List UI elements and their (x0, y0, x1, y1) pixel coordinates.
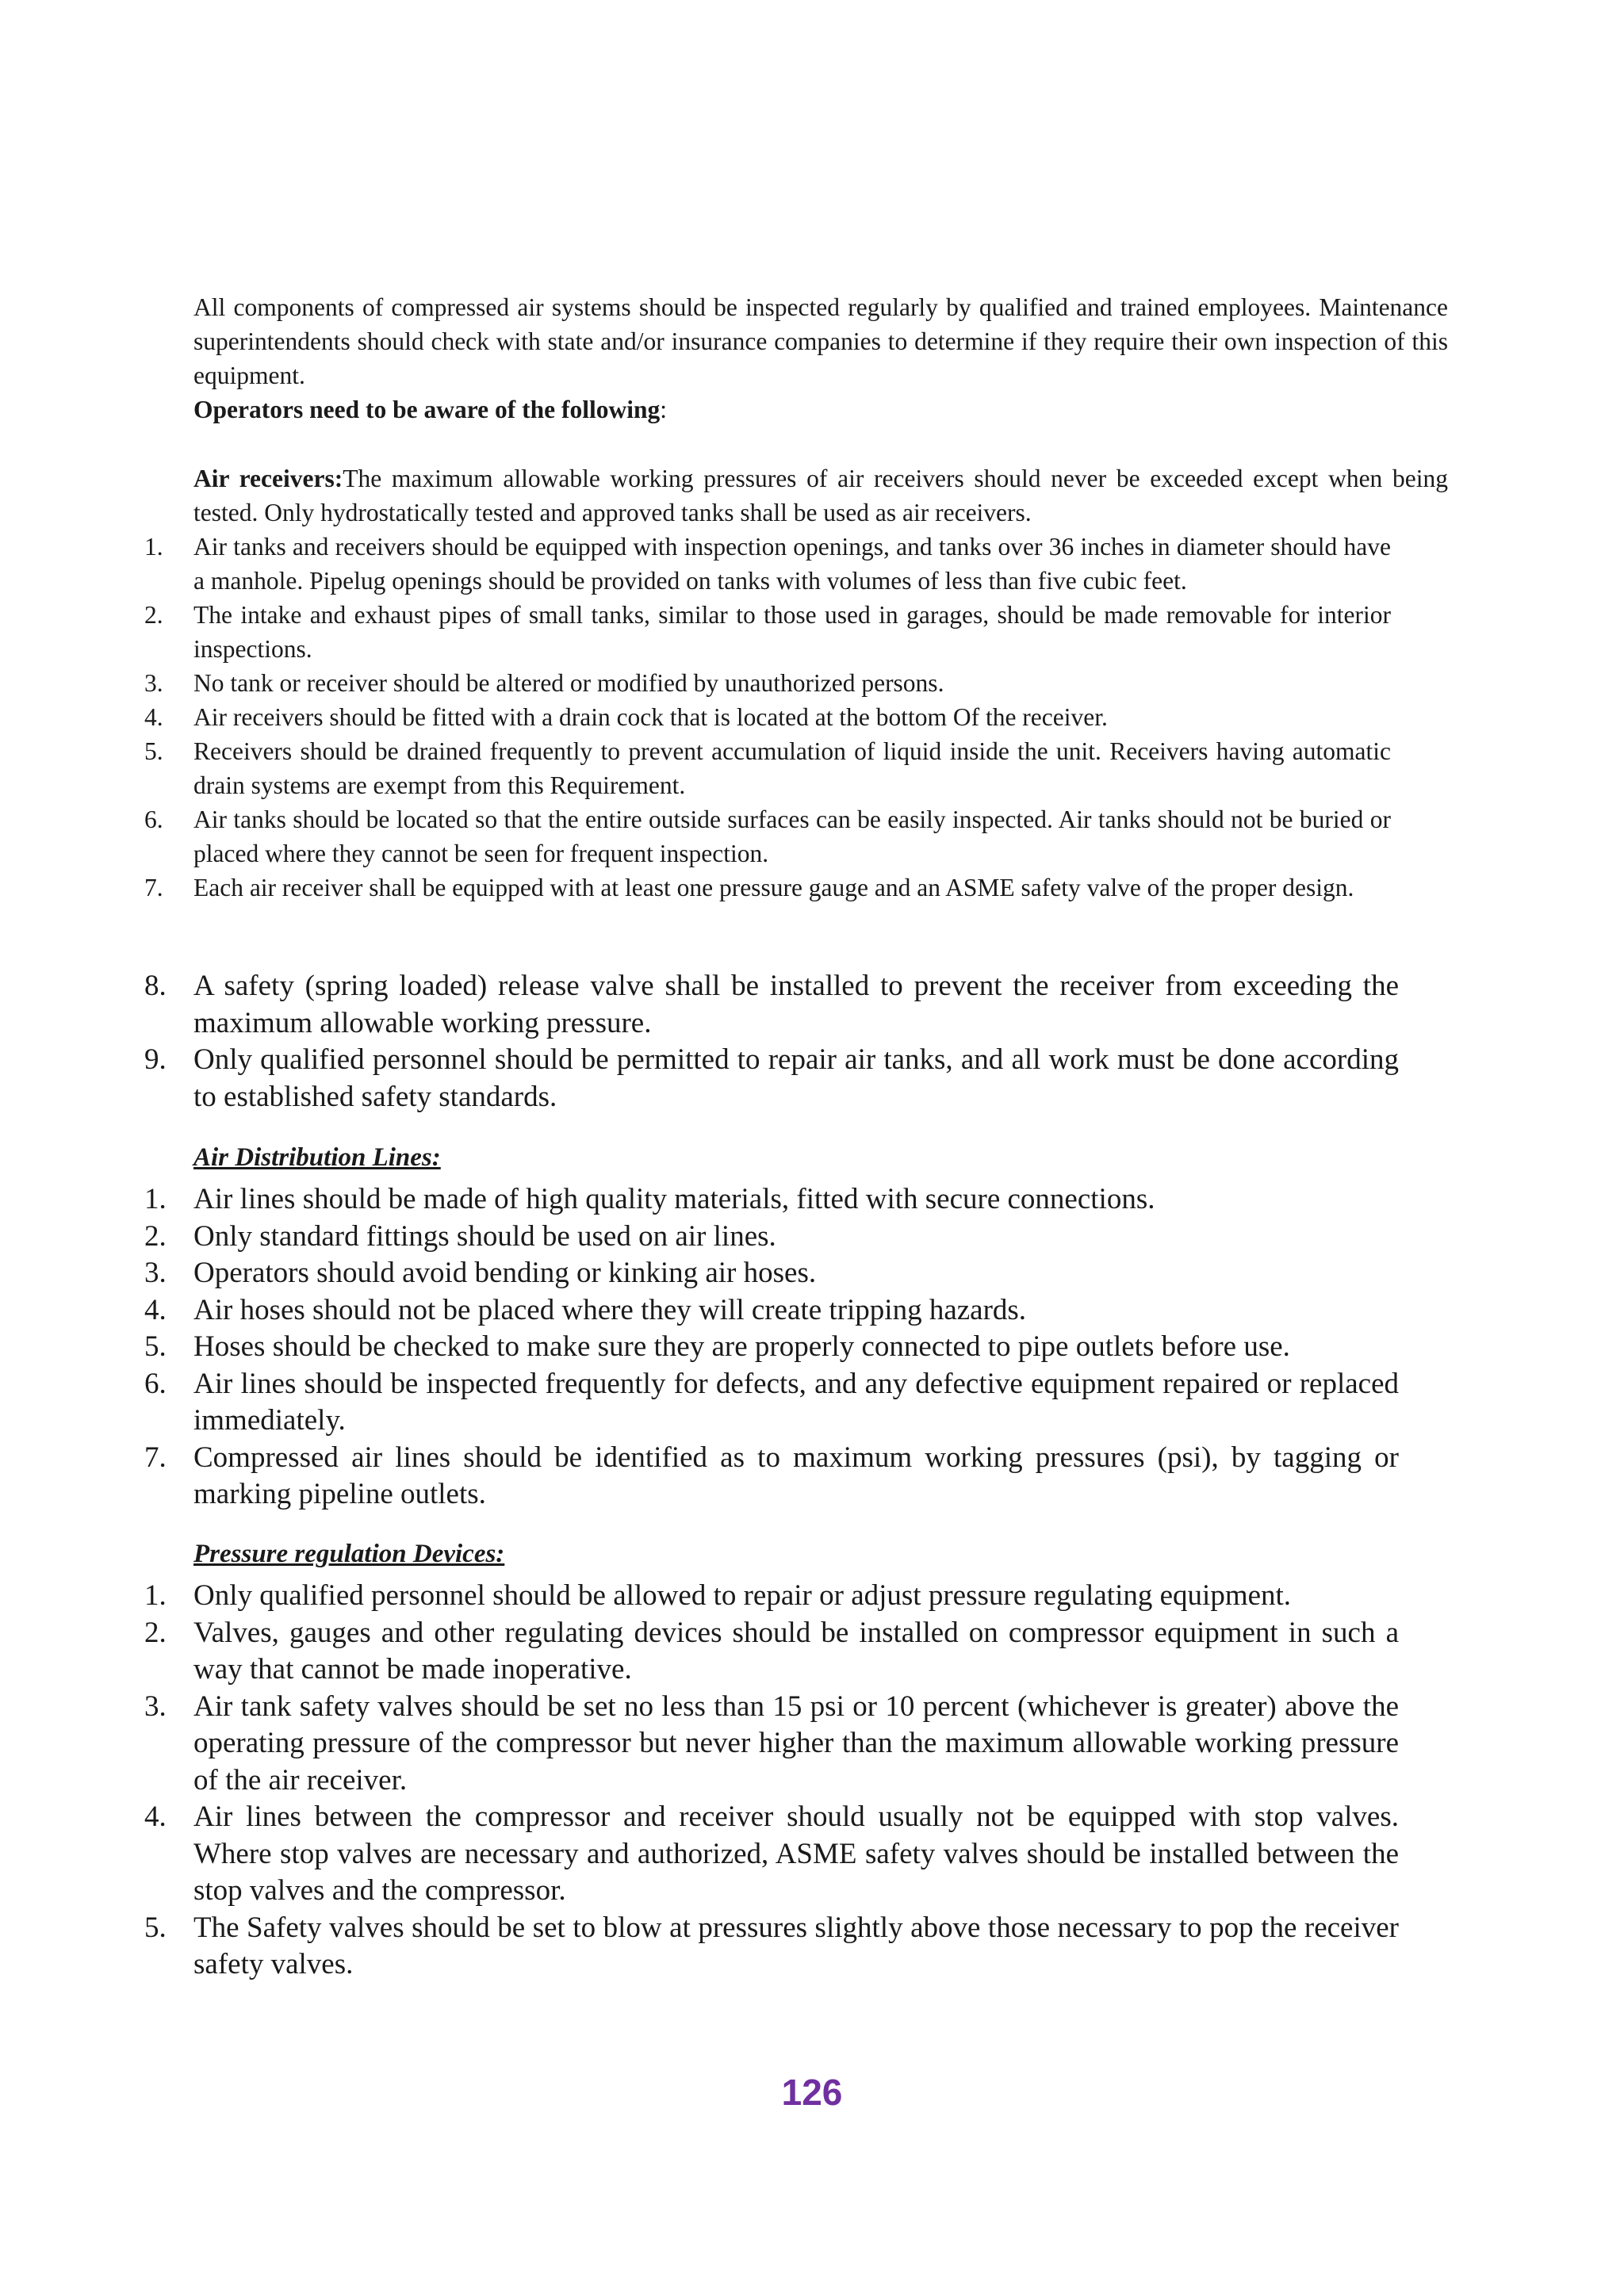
list-number: 3. (144, 1689, 167, 1723)
list-text: Air receivers should be fitted with a drain cock that is located at the bottom Of the receiver. (193, 703, 1108, 731)
list-item (0, 700, 1624, 734)
list-text: Receivers should be drained frequently to prevent accumulation of liquid inside the unit. Receivers having automatic drain systems are exempt from this Requirement. (193, 737, 1391, 799)
list-text: Air lines should be made of high quality materials, fitted with secure connections. (193, 1183, 1155, 1215)
list-item (0, 1689, 1624, 1800)
list-text: Each air receiver shall be equipped with at least one pressure gauge and an ASME safety valve of the proper design. (193, 874, 1354, 901)
list-item (0, 1910, 1624, 1984)
list-number: 4. (144, 1293, 167, 1326)
pressure-regulation-list (0, 1578, 1624, 1984)
list-number: 8. (144, 970, 167, 1002)
list-text: Air tank safety valves should be set no less than 15 psi or 10 percent (whichever is greater) above the operating pressure of the compressor but never higher than the maximum allowable working pressure of the air receiver. (193, 1689, 1399, 1797)
list-text: Only qualified personnel should be permitted to repair air tanks, and all work must be done according to established safety standards. (193, 1043, 1399, 1113)
air-receivers-list-continued (0, 968, 1624, 1115)
operators-colon: : (660, 396, 667, 423)
list-number: 9. (144, 1043, 167, 1076)
list-item (0, 1181, 1624, 1219)
list-number: 1. (144, 533, 163, 561)
list-text: Only standard fittings should be used on air lines. (193, 1219, 776, 1253)
list-number: 2. (144, 1219, 167, 1253)
list-text: Only qualified personnel should be allowed to repair or adjust pressure regulating equipment. (193, 1579, 1292, 1612)
list-text: Air hoses should not be placed where they will create tripping hazards. (193, 1293, 1027, 1326)
list-text: Air lines between the compressor and receiver should usually not be equipped with stop valves. Where stop valves are necessary and authorized, ASME safety valves should be installed between the stop valves and the compressor. (193, 1800, 1399, 1907)
list-text: Compressed air lines should be identified as to maximum working pressures (psi), by tagging or marking pipeline outlets. (193, 1441, 1399, 1510)
operators-label: Operators need to be aware of the following (193, 396, 661, 423)
list-text: Valves, gauges and other regulating devices should be installed on compressor equipment in such a way that cannot be made inoperative. (193, 1616, 1399, 1686)
pressure-regulation-heading: Pressure regulation Devices: (193, 1540, 505, 1568)
list-number: 2. (144, 1616, 167, 1649)
list-text: The intake and exhaust pipes of small tanks, similar to those used in garages, should be made removable for interior inspections. (193, 601, 1391, 663)
list-item (0, 802, 1624, 871)
list-text: Air tanks should be located so that the entire outside surfaces can be easily inspected. Air tanks should not be buried or placed where they cannot be seen for frequent inspection. (193, 806, 1391, 867)
list-item (0, 530, 1624, 598)
list-text: Air lines should be inspected frequently for defects, and any defective equipment repaired or replaced immediately. (193, 1367, 1399, 1437)
list-item (0, 598, 1624, 666)
list-item (0, 1366, 1624, 1440)
list-number: 7. (144, 874, 163, 901)
list-number: 6. (144, 1367, 167, 1400)
list-item (0, 734, 1624, 802)
list-item (0, 1615, 1624, 1689)
list-number: 4. (144, 1800, 167, 1833)
list-number: 5. (144, 737, 163, 765)
list-text: Operators should avoid bending or kinking air hoses. (193, 1257, 817, 1289)
list-number: 1. (144, 1183, 167, 1215)
list-number: 3. (144, 1257, 167, 1289)
list-number: 5. (144, 1330, 167, 1363)
list-number: 5. (144, 1911, 167, 1944)
list-item (0, 1578, 1624, 1615)
intro-paragraph: All components of compressed air systems should be inspected regularly by qualified and trained employees. Maintenance superintendents should check with state and/or insurance companies to determine if they require their own inspection of this equipment. (193, 293, 1448, 389)
list-item (0, 1255, 1624, 1292)
list-number: 7. (144, 1441, 167, 1474)
list-item (0, 871, 1624, 905)
air-distribution-list (0, 1181, 1624, 1513)
list-item (0, 1440, 1624, 1513)
list-item (0, 1042, 1624, 1115)
air-receivers-label: Air receivers: (193, 465, 343, 492)
list-item (0, 1329, 1624, 1366)
list-number: 1. (144, 1579, 167, 1612)
operators-note (193, 392, 1448, 427)
air-receivers-text: The maximum allowable working pressures of air receivers should never be exceeded except when being tested. Only hydrostatically tested and approved tanks shall be used as air receivers. (193, 465, 1449, 526)
list-item (0, 1799, 1624, 1910)
page-number: 126 (781, 2072, 843, 2113)
air-receivers-list (0, 530, 1624, 905)
list-number: 6. (144, 806, 163, 833)
list-item (0, 1292, 1624, 1330)
list-text: No tank or receiver should be altered or modified by unauthorized persons. (193, 669, 944, 697)
air-receivers-intro (193, 461, 1448, 530)
list-number: 2. (144, 601, 163, 629)
list-text: A safety (spring loaded) release valve shall be installed to prevent the receiver from exceeding the maximum allowable working pressure. (193, 970, 1399, 1039)
list-number: 3. (144, 669, 163, 697)
list-number: 4. (144, 703, 163, 731)
list-item (0, 968, 1624, 1042)
air-distribution-heading: Air Distribution Lines: (193, 1143, 441, 1172)
list-text: Air tanks and receivers should be equipped with inspection openings, and tanks over 36 inches in diameter should have a manhole. Pipelug openings should be provided on tanks with volumes of less than five cubic feet. (193, 533, 1391, 595)
list-item (0, 1219, 1624, 1256)
list-item (0, 666, 1624, 700)
list-text: Hoses should be checked to make sure they are properly connected to pipe outlets before use. (193, 1330, 1290, 1363)
list-text: The Safety valves should be set to blow at pressures slightly above those necessary to pop the receiver safety valves. (193, 1911, 1399, 1980)
